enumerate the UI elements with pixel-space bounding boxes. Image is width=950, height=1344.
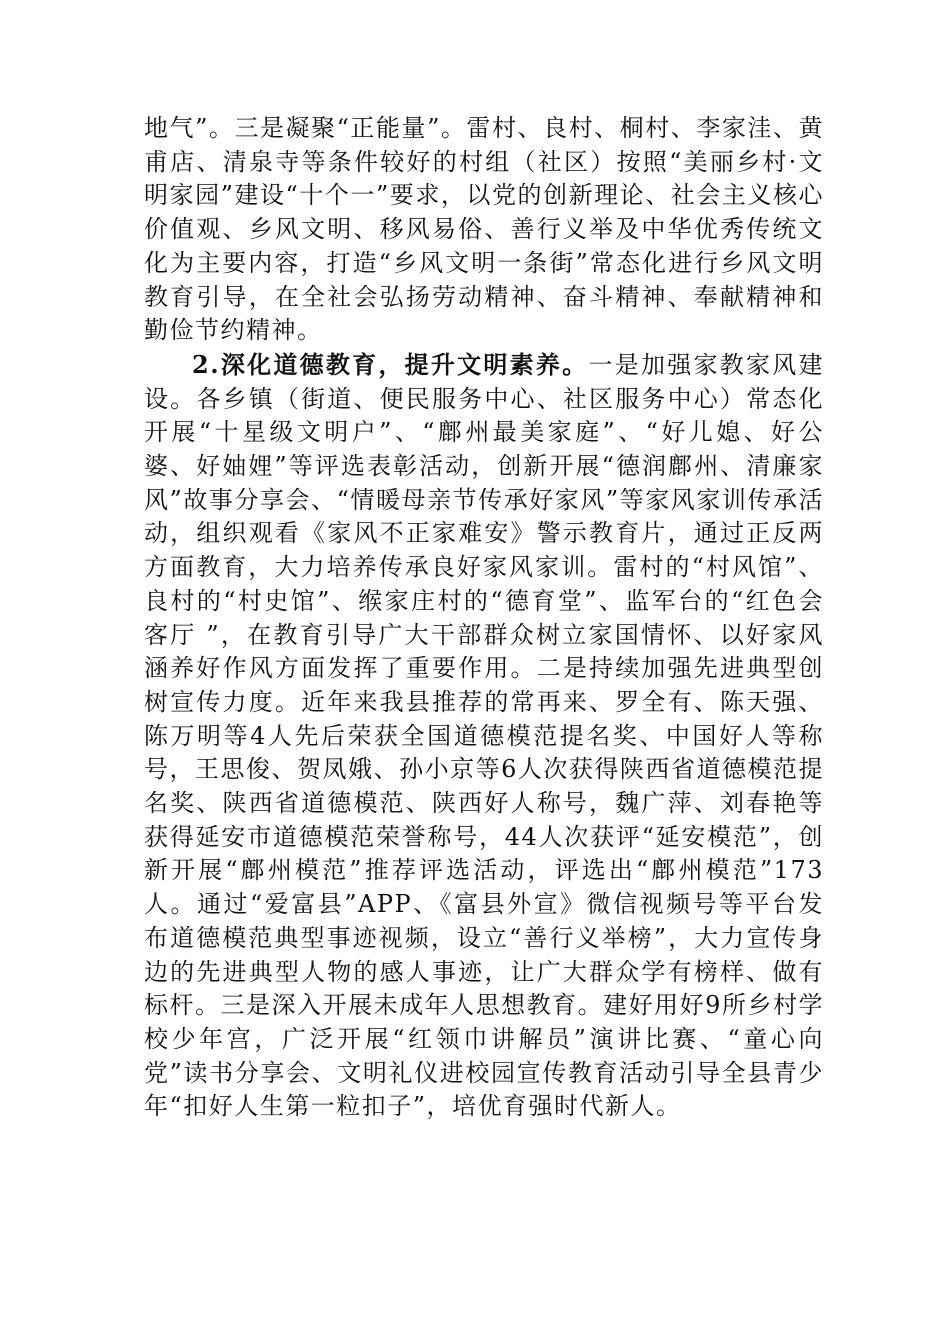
- section-heading: 2.深化道德教育，提升文明素养。: [192, 349, 589, 379]
- paragraph-1: 地气”。三是凝聚“正能量”。雷村、良村、桐村、李家洼、黄甫店、清泉寺等条件较好的村组（社区）按照“美丽乡村·文明家园”建设“十个一”要求，以党的创新理论、社会主义核心价值观、乡风文明、移风易俗、善行义举及中华优秀传统文化为主要内容，打造“乡风文明一条街”常态化进行乡风文明教育引导，在全社会弘扬劳动精神、奋斗精神、奉献精神和勤俭节约精神。: [144, 114, 824, 345]
- paragraph-2-body: 一是加强家教家风建设。各乡镇（街道、便民服务中心、社区服务中心）常态化开展“十星级文明户”、“鄜州最美家庭”、“好儿媳、好公婆、好妯娌”等评选表彰活动，创新开展“德润鄜州、清廉家风”故事分享会、“情暖母亲节传承好家风”等家风家训传承活动，组织观看《家风不正家难安》警示教育片，通过正反两方面教育，大力培养传承良好家风家训。雷村的“村风馆”、良村的“村史馆”、缑家庄村的“德育堂”、监军台的“红色会客厅 ”，在教育引导广大干部群众树立家国情怀、以好家风涵养好作风方面发挥了重要作用。二是持续加强先进典型创树宣传力度。近年来我县推荐的常再来、罗全有、陈天强、陈万明等4人先后荣获全国道德模范提名奖、中国好人等称号，王思俊、贺凤娥、孙小京等6人次获得陕西省道德模范提名奖、陕西省道德模范、陕西好人称号，魏广萍、刘春艳等获得延安市道德模范荣誉称号，44人次获评“延安模范”，创新开展“鄜州模范”推荐评选活动，评选出“鄜州模范”173人。通过“爱富县”APP、《富县外宣》微信视频号等平台发布道德模范典型事迹视频，设立“善行义举榜”，大力宣传身边的先进典型人物的感人事迹，让广大群众学有榜样、做有标杆。三是深入开展未成年人思想教育。建好用好9所乡村学校少年宫，广泛开展“红领巾讲解员”演讲比赛、“童心向党”读书分享会、文明礼仪进校园宣传教育活动引导全县青少年“扣好人生第一粒扣子”，培优育强时代新人。: [144, 350, 825, 1121]
- document-body: [144, 112, 824, 1124]
- paragraph-2: [144, 348, 824, 1124]
